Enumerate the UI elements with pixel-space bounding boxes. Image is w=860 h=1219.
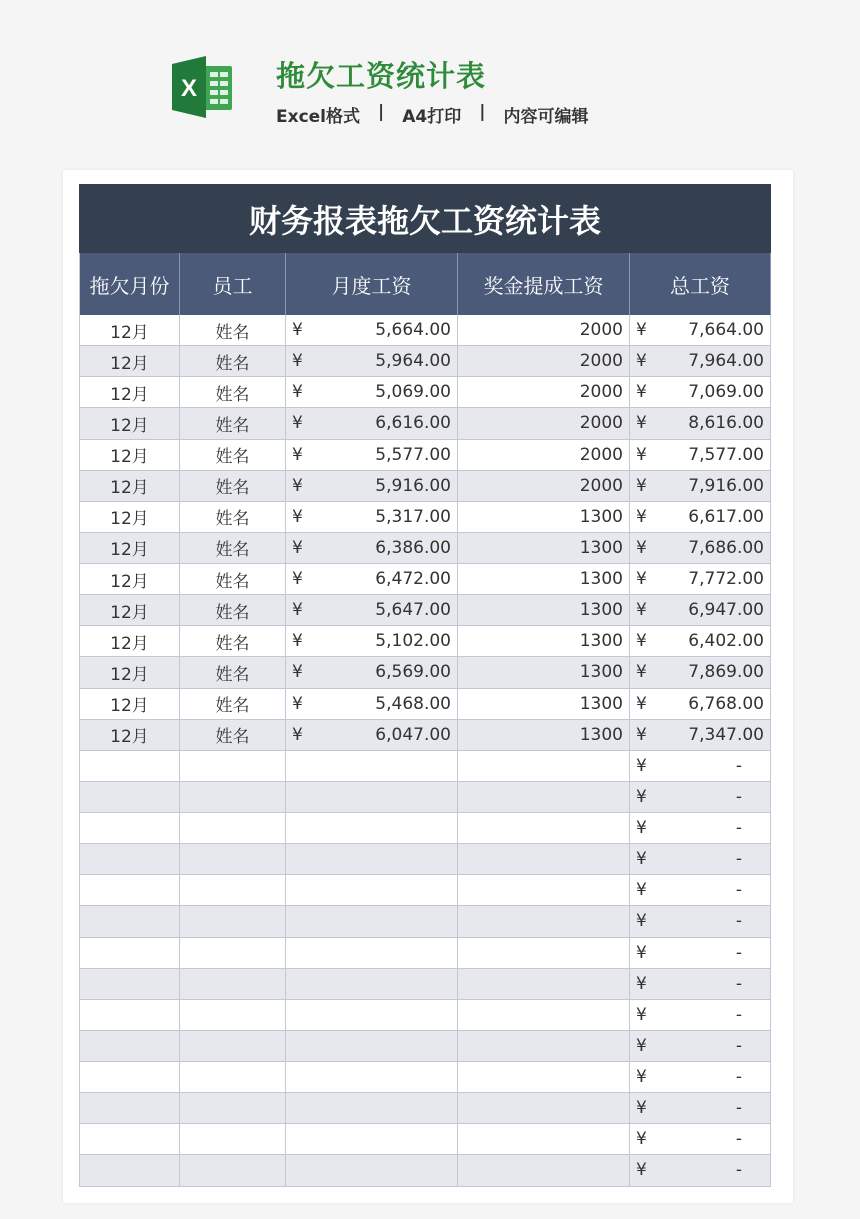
employee-cell[interactable] [180,751,286,781]
total-salary-cell[interactable] [630,906,771,936]
total-salary-cell[interactable] [630,315,771,345]
total-salary-cell[interactable] [630,1062,771,1092]
currency-symbol: ¥ [636,1160,647,1181]
bonus-cell[interactable]: 2000 [458,377,630,407]
separator: | [378,102,385,122]
monthly-salary-cell[interactable] [286,377,458,407]
currency-symbol: ¥ [292,475,303,496]
page-title: 拖欠工资统计表 [276,59,487,93]
total-salary-cell[interactable] [630,408,771,438]
employee-cell[interactable]: 姓名 [180,657,286,687]
value: 5,916.00 [375,475,451,496]
bonus-cell[interactable] [458,1062,630,1092]
month-cell[interactable]: 12月 [79,564,180,594]
monthly-salary-cell[interactable] [286,1062,458,1092]
bonus-cell[interactable]: 1300 [458,689,630,719]
month-cell[interactable]: 12月 [79,377,180,407]
employee-cell[interactable] [180,906,286,936]
monthly-salary-cell[interactable] [286,346,458,376]
col-header: 奖金提成工资 [458,253,630,315]
total-salary-cell[interactable] [630,1000,771,1030]
monthly-salary-cell[interactable] [286,626,458,656]
currency-symbol: ¥ [636,506,647,527]
total-salary-cell[interactable] [630,502,771,532]
currency-symbol: ¥ [636,849,647,870]
tag-print: A4打印 [402,107,462,127]
monthly-salary-cell[interactable] [286,720,458,750]
currency-symbol: ¥ [292,631,303,652]
month-cell[interactable]: 12月 [79,720,180,750]
bonus-cell[interactable]: 1300 [458,720,630,750]
bonus-cell[interactable] [458,938,630,968]
employee-cell[interactable]: 姓名 [180,720,286,750]
value: 7,347.00 [688,724,764,745]
value: 6,616.00 [375,413,451,434]
monthly-salary-cell[interactable] [286,657,458,687]
value: 6,768.00 [688,693,764,714]
col-header: 月度工资 [286,253,458,315]
currency-symbol: ¥ [292,506,303,527]
bonus-cell[interactable] [458,782,630,812]
monthly-salary-cell[interactable] [286,595,458,625]
value: 6,402.00 [688,631,764,652]
empty-row [79,1155,771,1186]
currency-symbol: ¥ [636,1098,647,1119]
svg-text:X: X [180,75,198,102]
bonus-cell[interactable] [458,1155,630,1185]
currency-symbol: ¥ [292,351,303,372]
currency-symbol: ¥ [636,1067,647,1088]
employee-cell[interactable]: 姓名 [180,533,286,563]
value: 6,386.00 [375,537,451,558]
tag-format: Excel格式 [276,107,361,127]
value: 7,686.00 [688,537,764,558]
month-cell[interactable]: 12月 [79,408,180,438]
employee-cell[interactable] [180,1124,286,1154]
currency-symbol: ¥ [636,320,647,341]
total-salary-cell[interactable] [630,813,771,843]
month-cell[interactable]: 12月 [79,346,180,376]
value: 6,047.00 [375,724,451,745]
bonus-cell[interactable]: 2000 [458,346,630,376]
value: - [735,1035,742,1056]
total-salary-cell[interactable] [630,938,771,968]
empty-row [79,1000,771,1031]
table-row [79,408,771,439]
month-cell[interactable] [79,1000,180,1030]
value: - [735,1098,742,1119]
value: 6,617.00 [688,506,764,527]
total-salary-cell[interactable] [630,1093,771,1123]
total-salary-cell[interactable] [630,1124,771,1154]
employee-cell[interactable]: 姓名 [180,564,286,594]
currency-symbol: ¥ [292,600,303,621]
empty-row [79,1031,771,1062]
monthly-salary-cell[interactable] [286,1155,458,1185]
empty-row [79,875,771,906]
employee-cell[interactable]: 姓名 [180,377,286,407]
value: 5,468.00 [375,693,451,714]
monthly-salary-cell[interactable] [286,969,458,999]
total-salary-cell[interactable] [630,533,771,563]
bonus-cell[interactable]: 2000 [458,471,630,501]
value: 5,102.00 [375,631,451,652]
table-row [79,626,771,657]
monthly-salary-cell[interactable] [286,1124,458,1154]
month-cell[interactable] [79,1093,180,1123]
value: 5,647.00 [375,600,451,621]
bonus-cell[interactable] [458,813,630,843]
separator: | [479,102,486,122]
value: - [735,1160,742,1181]
employee-cell[interactable]: 姓名 [180,502,286,532]
month-cell[interactable] [79,813,180,843]
total-salary-cell[interactable] [630,969,771,999]
monthly-salary-cell[interactable] [286,751,458,781]
value: 8,616.00 [688,413,764,434]
currency-symbol: ¥ [636,631,647,652]
bonus-cell[interactable] [458,1031,630,1061]
bonus-cell[interactable]: 2000 [458,440,630,470]
value: 5,964.00 [375,351,451,372]
total-salary-cell[interactable] [630,875,771,905]
bonus-cell[interactable]: 2000 [458,408,630,438]
value: 5,317.00 [375,506,451,527]
table-row [79,471,771,502]
col-header: 员工 [180,253,286,315]
value: 7,664.00 [688,320,764,341]
bonus-cell[interactable]: 2000 [458,315,630,345]
total-salary-cell[interactable] [630,720,771,750]
monthly-salary-cell[interactable] [286,875,458,905]
table-row [79,564,771,595]
total-salary-cell[interactable] [630,1155,771,1185]
bonus-cell[interactable]: 1300 [458,502,630,532]
currency-symbol: ¥ [292,569,303,590]
monthly-salary-cell[interactable] [286,1000,458,1030]
month-cell[interactable] [79,782,180,812]
value: - [735,911,742,932]
value: 6,947.00 [688,600,764,621]
sheet-title: 财务报表拖欠工资统计表 [79,184,771,253]
bonus-cell[interactable] [458,875,630,905]
table-row [79,595,771,626]
month-cell[interactable]: 12月 [79,533,180,563]
monthly-salary-cell[interactable] [286,471,458,501]
table-row [79,502,771,533]
employee-cell[interactable] [180,938,286,968]
table-row [79,657,771,688]
table-row [79,689,771,720]
col-header: 总工资 [630,253,771,315]
empty-row [79,782,771,813]
total-salary-cell[interactable] [630,595,771,625]
month-cell[interactable]: 12月 [79,626,180,656]
value: - [735,786,742,807]
value: 5,069.00 [375,382,451,403]
employee-cell[interactable] [180,1000,286,1030]
currency-symbol: ¥ [636,786,647,807]
total-salary-cell[interactable] [630,626,771,656]
currency-symbol: ¥ [636,413,647,434]
bonus-cell[interactable] [458,1000,630,1030]
bonus-cell[interactable] [458,844,630,874]
tag-editable: 内容可编辑 [503,107,589,127]
salary-table [79,184,771,1187]
col-header: 拖欠月份 [79,253,180,315]
total-salary-cell[interactable] [630,751,771,781]
monthly-salary-cell[interactable] [286,1031,458,1061]
currency-symbol: ¥ [636,537,647,558]
month-cell[interactable] [79,906,180,936]
bonus-cell[interactable] [458,906,630,936]
table-row [79,346,771,377]
currency-symbol: ¥ [636,911,647,932]
month-cell[interactable]: 12月 [79,440,180,470]
monthly-salary-cell[interactable] [286,938,458,968]
currency-symbol: ¥ [292,693,303,714]
value: 7,772.00 [688,569,764,590]
total-salary-cell[interactable] [630,689,771,719]
empty-row [79,813,771,844]
bonus-cell[interactable] [458,1124,630,1154]
empty-row [79,969,771,1000]
currency-symbol: ¥ [636,755,647,776]
month-cell[interactable]: 12月 [79,595,180,625]
value: 6,569.00 [375,662,451,683]
month-cell[interactable] [79,844,180,874]
bonus-cell[interactable] [458,1093,630,1123]
currency-symbol: ¥ [292,413,303,434]
currency-symbol: ¥ [636,1129,647,1150]
employee-cell[interactable]: 姓名 [180,346,286,376]
currency-symbol: ¥ [636,942,647,963]
employee-cell[interactable]: 姓名 [180,689,286,719]
table-row [79,315,771,346]
value: - [735,755,742,776]
value: - [735,880,742,901]
employee-cell[interactable] [180,1062,286,1092]
empty-row [79,751,771,782]
monthly-salary-cell[interactable] [286,844,458,874]
total-salary-cell[interactable] [630,657,771,687]
header-row [79,253,771,315]
month-cell[interactable]: 12月 [79,471,180,501]
month-cell[interactable]: 12月 [79,689,180,719]
monthly-salary-cell[interactable] [286,533,458,563]
bonus-cell[interactable] [458,969,630,999]
month-cell[interactable] [79,751,180,781]
table-row [79,720,771,751]
total-salary-cell[interactable] [630,377,771,407]
total-salary-cell[interactable] [630,471,771,501]
currency-symbol: ¥ [292,444,303,465]
total-salary-cell[interactable] [630,782,771,812]
bonus-cell[interactable]: 1300 [458,533,630,563]
total-salary-cell[interactable] [630,440,771,470]
table-row [79,377,771,408]
value: 7,916.00 [688,475,764,496]
bonus-cell[interactable] [458,751,630,781]
monthly-salary-cell[interactable] [286,689,458,719]
monthly-salary-cell[interactable] [286,408,458,438]
currency-symbol: ¥ [636,1004,647,1025]
month-cell[interactable] [79,1031,180,1061]
empty-row [79,938,771,969]
employee-cell[interactable] [180,782,286,812]
bonus-cell[interactable]: 1300 [458,657,630,687]
empty-row [79,1124,771,1155]
value: - [735,818,742,839]
total-salary-cell[interactable] [630,1031,771,1061]
currency-symbol: ¥ [636,475,647,496]
currency-symbol: ¥ [636,973,647,994]
month-cell[interactable] [79,1155,180,1185]
value: - [735,1067,742,1088]
value: 5,577.00 [375,444,451,465]
empty-row [79,906,771,937]
value: - [735,973,742,994]
monthly-salary-cell[interactable] [286,315,458,345]
empty-row [79,1062,771,1093]
value: 7,869.00 [688,662,764,683]
employee-cell[interactable] [180,1093,286,1123]
currency-symbol: ¥ [636,351,647,372]
value: 7,964.00 [688,351,764,372]
value: - [735,942,742,963]
month-cell[interactable]: 12月 [79,657,180,687]
monthly-salary-cell[interactable] [286,440,458,470]
employee-cell[interactable] [180,1031,286,1061]
monthly-salary-cell[interactable] [286,782,458,812]
employee-cell[interactable]: 姓名 [180,408,286,438]
currency-symbol: ¥ [292,320,303,341]
currency-symbol: ¥ [636,1035,647,1056]
total-salary-cell[interactable] [630,346,771,376]
currency-symbol: ¥ [636,724,647,745]
value: 5,664.00 [375,320,451,341]
monthly-salary-cell[interactable] [286,564,458,594]
currency-symbol: ¥ [292,382,303,403]
employee-cell[interactable]: 姓名 [180,595,286,625]
value: 6,472.00 [375,569,451,590]
employee-cell[interactable]: 姓名 [180,440,286,470]
currency-symbol: ¥ [292,662,303,683]
currency-symbol: ¥ [636,444,647,465]
month-cell[interactable] [79,969,180,999]
currency-symbol: ¥ [292,537,303,558]
value: - [735,1004,742,1025]
bonus-cell[interactable]: 1300 [458,564,630,594]
employee-cell[interactable] [180,844,286,874]
currency-symbol: ¥ [292,724,303,745]
empty-row [79,1093,771,1124]
monthly-salary-cell[interactable] [286,813,458,843]
total-salary-cell[interactable] [630,844,771,874]
monthly-salary-cell[interactable] [286,906,458,936]
bonus-cell[interactable]: 1300 [458,595,630,625]
value: 7,577.00 [688,444,764,465]
currency-symbol: ¥ [636,880,647,901]
table-row [79,440,771,471]
month-cell[interactable] [79,1124,180,1154]
excel-logo-icon [172,56,234,118]
month-cell[interactable]: 12月 [79,502,180,532]
bonus-cell[interactable]: 1300 [458,626,630,656]
currency-symbol: ¥ [636,600,647,621]
value: 7,069.00 [688,382,764,403]
monthly-salary-cell[interactable] [286,502,458,532]
employee-cell[interactable]: 姓名 [180,626,286,656]
currency-symbol: ¥ [636,818,647,839]
month-cell[interactable] [79,938,180,968]
employee-cell[interactable] [180,813,286,843]
employee-cell[interactable]: 姓名 [180,315,286,345]
currency-symbol: ¥ [636,693,647,714]
table-row [79,533,771,564]
total-salary-cell[interactable] [630,564,771,594]
currency-symbol: ¥ [636,662,647,683]
empty-row [79,844,771,875]
monthly-salary-cell[interactable] [286,1093,458,1123]
currency-symbol: ¥ [636,569,647,590]
month-cell[interactable] [79,1062,180,1092]
employee-cell[interactable] [180,875,286,905]
currency-symbol: ¥ [636,382,647,403]
month-cell[interactable]: 12月 [79,315,180,345]
value: - [735,849,742,870]
employee-cell[interactable]: 姓名 [180,471,286,501]
employee-cell[interactable] [180,1155,286,1185]
month-cell[interactable] [79,875,180,905]
format-tags [276,102,588,127]
value: - [735,1129,742,1150]
employee-cell[interactable] [180,969,286,999]
